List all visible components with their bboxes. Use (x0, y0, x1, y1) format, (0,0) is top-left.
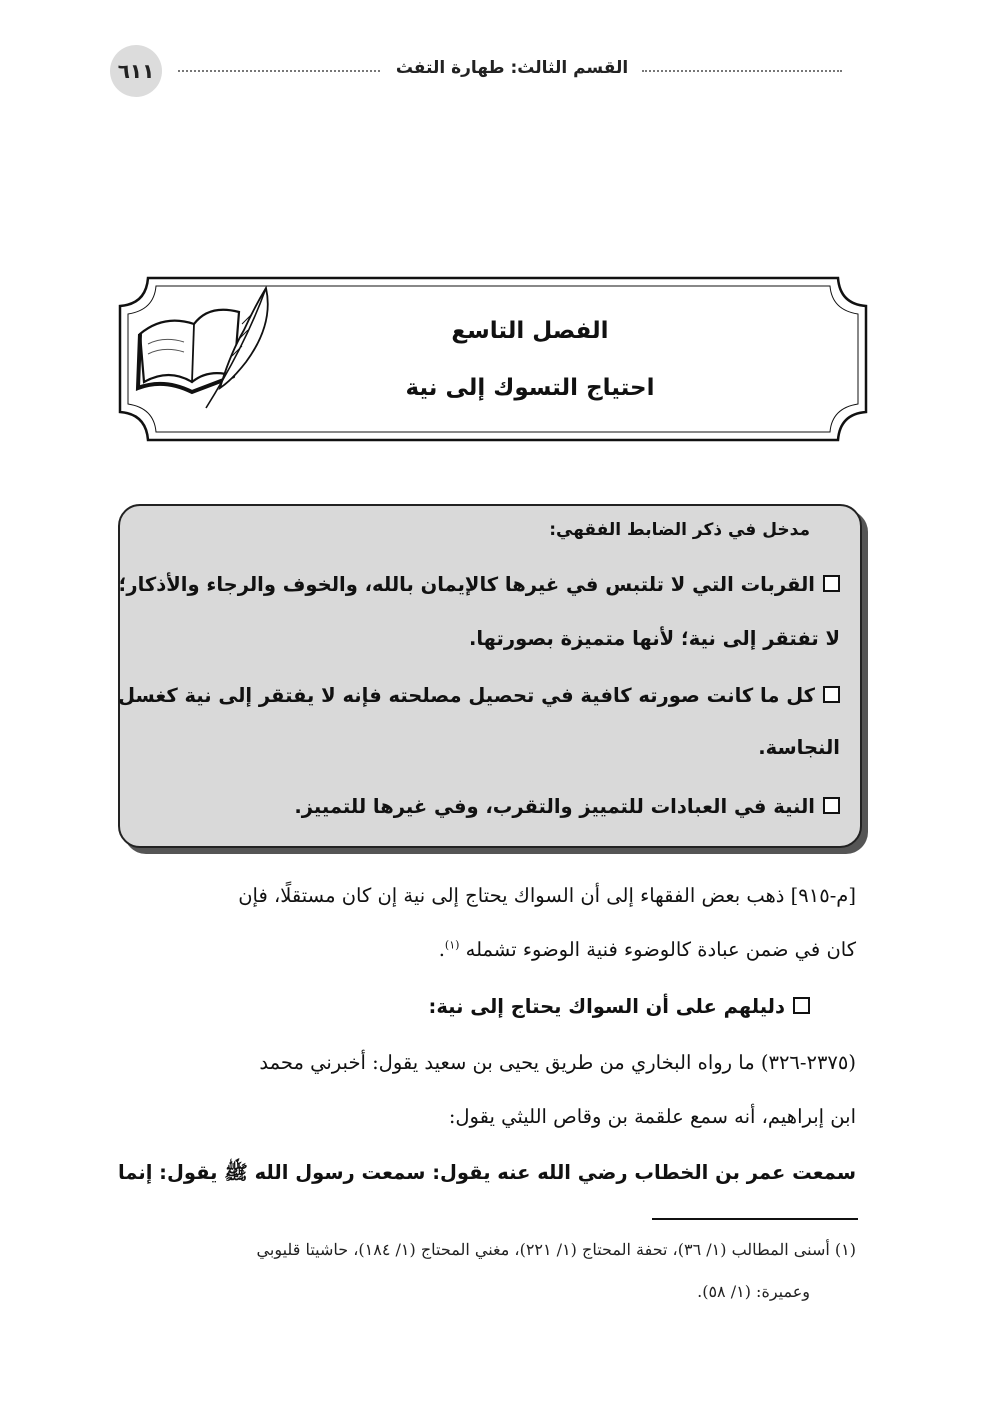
rule-item-2-cont: النجاسة. (758, 736, 840, 759)
checkbox-square-icon (823, 686, 840, 703)
footnote-1-line-2: وعميرة: (١/ ٥٨). (697, 1282, 810, 1301)
paragraph-1-line-1: [م-٩١٥] ذهب بعض الفقهاء إلى أن السواك يحتاج إلى نية إن كان مستقلًا، فإن (238, 884, 856, 907)
subheading: دليلهم على أن السواك يحتاج إلى نية: (110, 995, 810, 1018)
rule-item-1-cont: لا تفتقر إلى نية؛ لأنها متميزة بصورتها. (468, 627, 840, 650)
book-quill-icon (134, 284, 274, 414)
running-title: القسم الثالث: طهارة التفث (395, 58, 629, 78)
chapter-subtitle: احتياج التسوك إلى نية (405, 375, 655, 401)
paragraph-2-line-1: (٢٣٧٥-٣٢٦) ما رواه البخاري من طريق يحيى بن سعيد يقول: أخبرني محمد (259, 1051, 856, 1074)
header-dots-left (178, 70, 380, 72)
rule-item-2: كل ما كانت صورته كافية في تحصيل مصلحته فإنه لا يفتقر إلى نية كغسل (128, 684, 840, 707)
rule-item-3: النية في العبادات للتمييز والتقرب، وفي غيرها للتمييز. (128, 795, 840, 818)
footnote-1-line-1: (١) أسنى المطالب (١/ ٣٦)، تحفة المحتاج (١/ ٢٢١)، مغني المحتاج (١/ ١٨٤)، حاشيتا قليوبي (256, 1240, 856, 1259)
paragraph-1-line-2: كان في ضمن عبادة كالوضوء فنية الوضوء تشمله $^{(١)}$. (438, 938, 856, 961)
header-dots-right (642, 70, 842, 72)
hadith-line: سمعت عمر بن الخطاب رضي الله عنه يقول: سمعت رسول الله ﷺ يقول: إنما (117, 1161, 856, 1184)
footnote-ref[interactable]: (١) (444, 938, 460, 952)
rule-box-heading: مدخل في ذكر الضابط الفقهي: (549, 520, 810, 540)
checkbox-square-icon (793, 997, 810, 1014)
rule-item-1: القربات التي لا تلتبس في غيرها كالإيمان بالله، والخوف والرجاء والأذكار؛ (128, 573, 840, 596)
chapter-title: الفصل التاسع (451, 318, 609, 344)
footnote-separator (652, 1218, 858, 1220)
page-number: ٦١١ (110, 45, 162, 97)
checkbox-square-icon (823, 575, 840, 592)
paragraph-2-line-2: ابن إبراهيم، أنه سمع علقمة بن وقاص الليثي يقول: (448, 1105, 856, 1128)
checkbox-square-icon (823, 797, 840, 814)
